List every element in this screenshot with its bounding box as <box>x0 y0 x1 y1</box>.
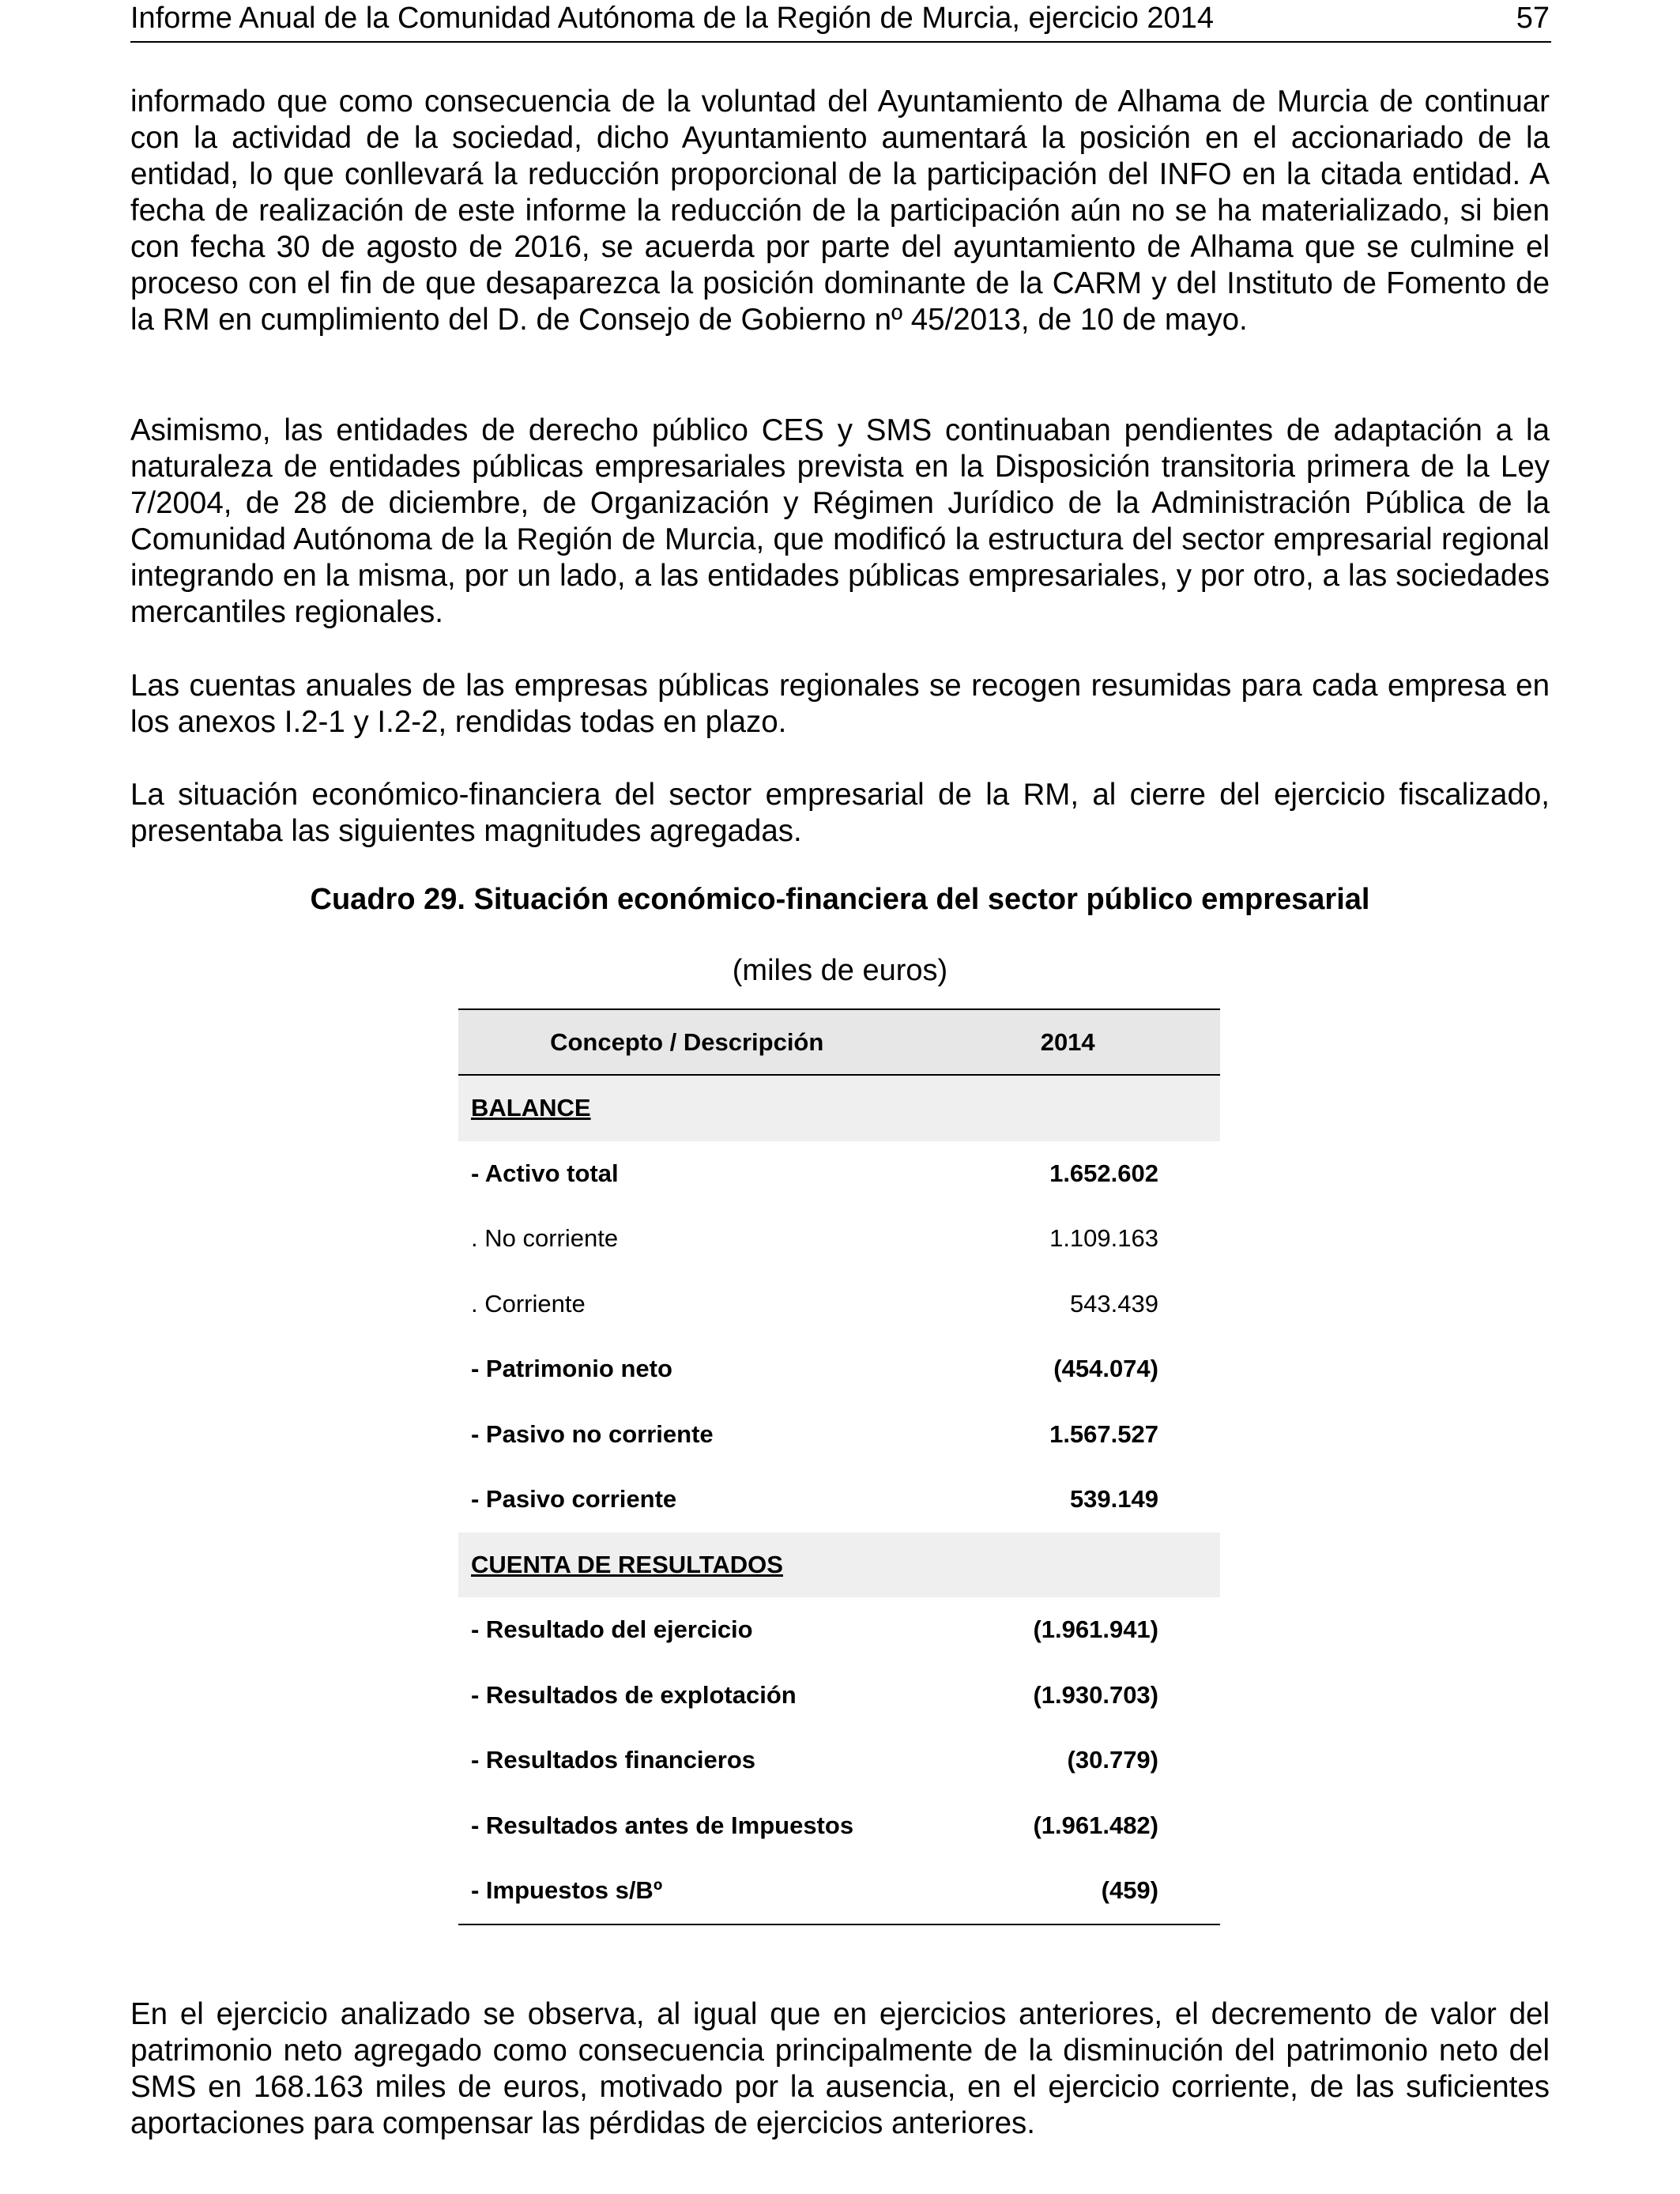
row-value: (1.961.482) <box>1033 1811 1158 1839</box>
financial-table <box>458 1008 1220 1925</box>
table-row <box>458 1858 1220 1924</box>
row-label: . No corriente <box>471 1224 619 1253</box>
table-header-row <box>458 1009 1220 1075</box>
paragraph-patrimonio-neto: En el ejercicio analizado se observa, al igual que en ejercicios anteriores, el decremento de valor del patrimonio neto agregado como consecuencia principalmente de la disminución del patrimonio neto del SMS en 168.163 miles de euros, motivado por la ausencia, en el ejercicio corriente, de las suficientes aportaciones para compensar las pérdidas de ejercicios anteriores. <box>130 1997 1550 2140</box>
document-title: Informe Anual de la Comunidad Autónoma de la Región de Murcia, ejercicio 2014 <box>130 2 1214 35</box>
table-row <box>458 1728 1220 1793</box>
row-label: - Pasivo no corriente <box>471 1419 714 1448</box>
table-row <box>458 1206 1220 1272</box>
paragraph-situacion: La situación económico-financiera del sector empresarial de la RM, al cierre del ejercicio fiscalizado, presentaba las siguientes magnitudes agregadas. <box>130 778 1550 848</box>
paragraph-cuentas-anuales: Las cuentas anuales de las empresas públicas regionales se recogen resumidas para cada empresa en los anexos I.2-1 y I.2-2, rendidas todas en plazo. <box>130 669 1550 739</box>
table-row <box>458 1141 1220 1207</box>
row-label: - Pasivo corriente <box>471 1485 677 1514</box>
row-label: - Resultados antes de Impuestos <box>471 1811 854 1839</box>
row-label: - Patrimonio neto <box>471 1355 672 1383</box>
row-value: 1.109.163 <box>1049 1224 1158 1253</box>
row-label: CUENTA DE RESULTADOS <box>458 1532 915 1598</box>
section-row-resultados <box>458 1532 1220 1598</box>
row-value: (30.779) <box>1067 1746 1158 1774</box>
table-row <box>458 1597 1220 1663</box>
row-label: - Activo total <box>471 1159 619 1187</box>
row-value <box>915 1075 1220 1141</box>
table-units: (miles de euros) <box>732 954 948 987</box>
column-header-concepto: Concepto / Descripción <box>458 1009 915 1075</box>
row-value: (454.074) <box>1053 1355 1158 1383</box>
page-header <box>130 0 1551 43</box>
row-value: 1.567.527 <box>1049 1419 1158 1448</box>
table-row <box>458 1663 1220 1728</box>
row-label: - Resultados de explotación <box>471 1680 797 1709</box>
table-row <box>458 1793 1220 1859</box>
row-value: (1.930.703) <box>1033 1680 1158 1709</box>
row-value: 543.439 <box>1069 1289 1158 1318</box>
page-number: 57 <box>1516 2 1550 35</box>
row-label: - Resultados financieros <box>471 1746 756 1774</box>
row-value: 539.149 <box>1069 1485 1158 1514</box>
row-label: . Corriente <box>471 1289 586 1318</box>
row-value: 1.652.602 <box>1049 1159 1158 1187</box>
row-value: (1.961.941) <box>1033 1615 1158 1644</box>
row-label: - Impuestos s/Bº <box>458 1858 915 1924</box>
table-caption: Cuadro 29. Situación económico-financiera del sector público empresarial <box>310 883 1370 916</box>
row-value <box>915 1532 1220 1598</box>
section-row-balance <box>458 1075 1220 1141</box>
paragraph-ces-sms: Asimismo, las entidades de derecho público CES y SMS continuaban pendientes de adaptación a la naturaleza de entidades públicas empresariales prevista en la Disposición transitoria primera de la Ley 7/2004, de 28 de diciembre, de Organización y Régimen Jurídico de la Administración Pública de la Comunidad Autónoma de la Región de Murcia, que modificó la estructura del sector empresarial regional integrando en la misma, por un lado, a las entidades públicas empresariales, y por otro, a las sociedades mercantiles regionales. <box>130 413 1550 629</box>
table-row <box>458 1272 1220 1337</box>
table-row <box>458 1402 1220 1468</box>
column-header-year: 2014 <box>915 1009 1220 1075</box>
table-row <box>458 1467 1220 1532</box>
row-label: - Resultado del ejercicio <box>471 1615 753 1644</box>
row-label: BALANCE <box>458 1075 915 1141</box>
table-row <box>458 1336 1220 1402</box>
paragraph-alhama: informado que como consecuencia de la voluntad del Ayuntamiento de Alhama de Murcia de continuar con la actividad de la sociedad, dicho Ayuntamiento aumentará la posición en el accionariado de la entidad, lo que conllevará la reducción proporcional de la participación del INFO en la citada entidad. A fecha de realización de este informe la reducción de la participación aún no se ha materializado, si bien con fecha 30 de agosto de 2016, se acuerda por parte del ayuntamiento de Alhama que se culmine el proceso con el fin de que desaparezca la posición dominante de la CARM y del Instituto de Fomento de la RM en cumplimiento del D. de Consejo de Gobierno nº 45/2013, de 10 de mayo. <box>130 85 1550 337</box>
row-value: (459) <box>915 1858 1220 1924</box>
